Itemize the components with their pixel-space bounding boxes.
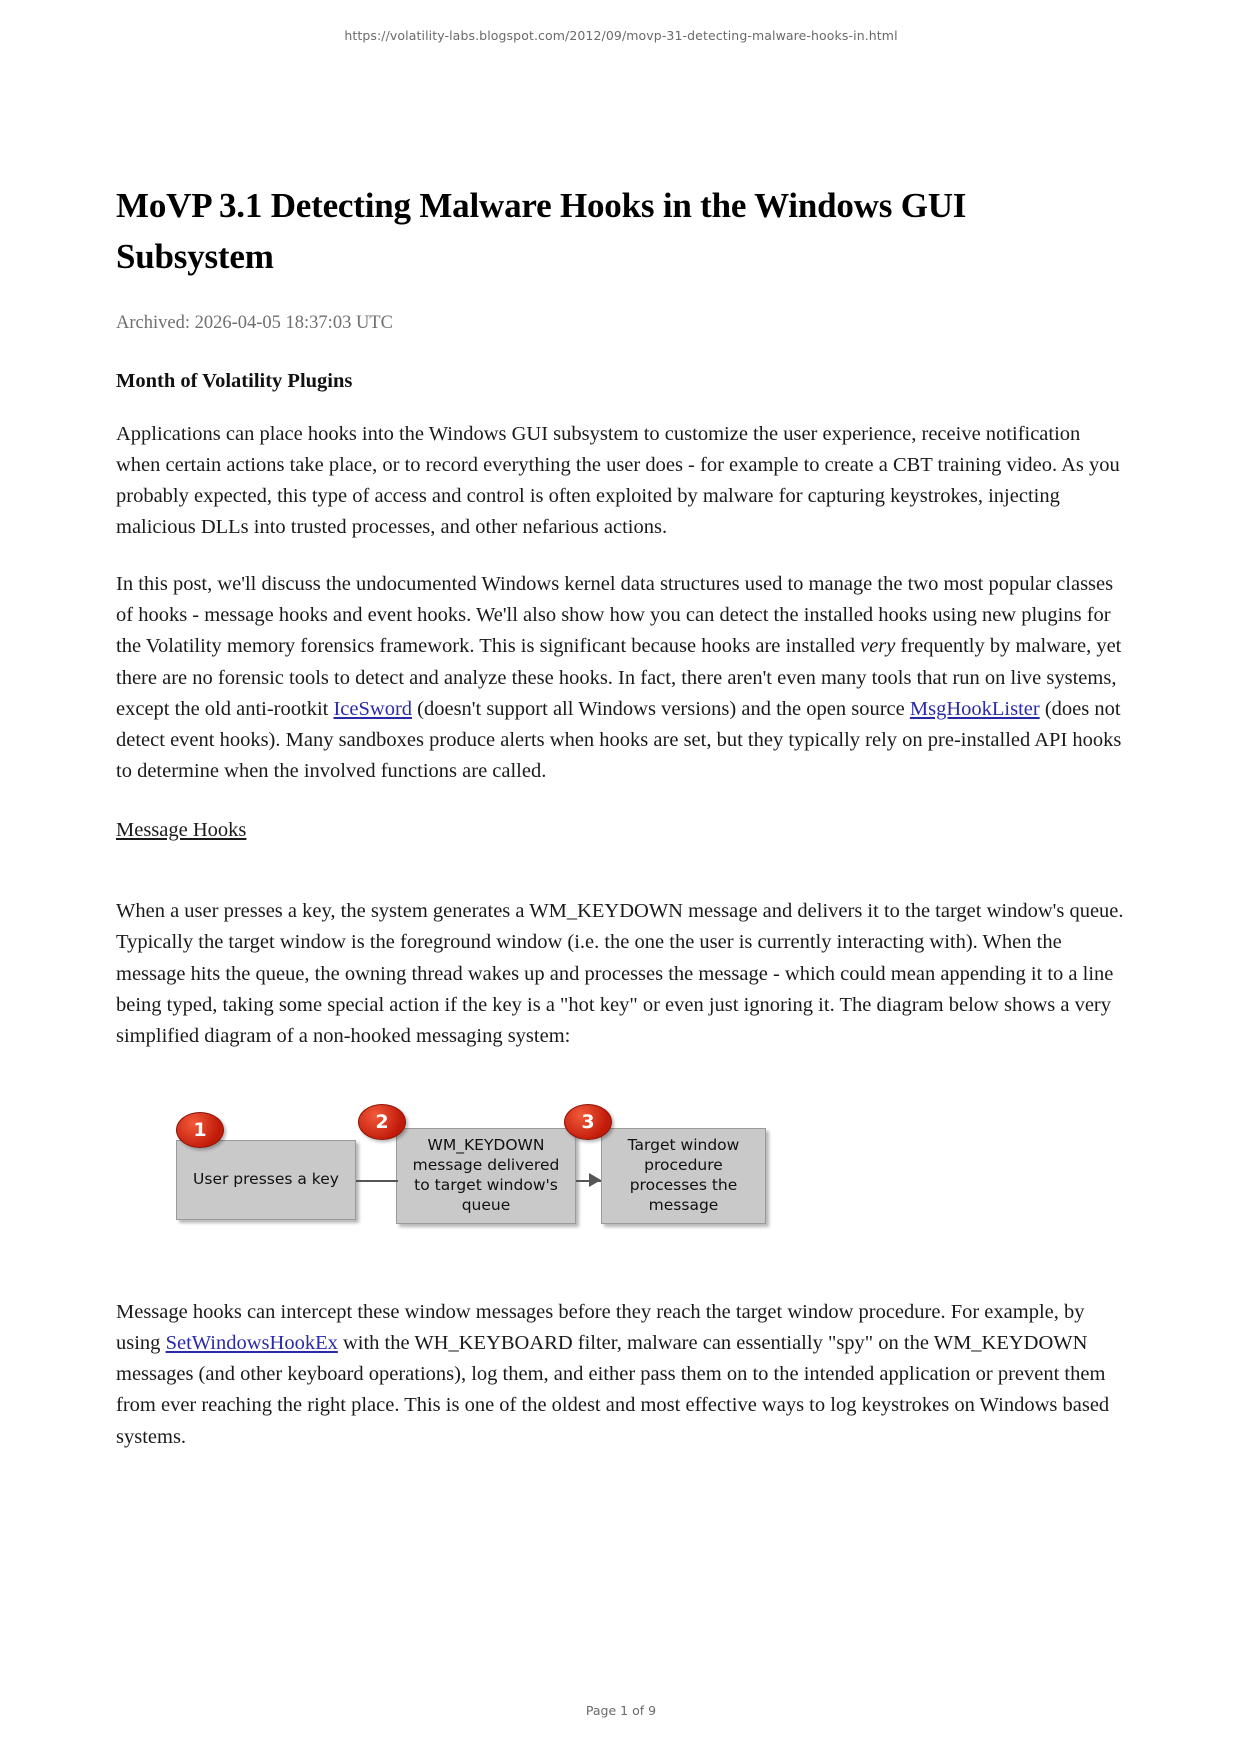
figure-box-message-delivered: WM_KEYDOWN message delivered to target window's queue — [396, 1128, 576, 1224]
paragraph-text-part: (does not detect event hooks). Many sandboxes produce alerts when hooks are set, but they typically rely on pre-installed API hooks to determine when the involved functions are called. — [116, 697, 1122, 783]
paragraph-message-hooks-detail — [116, 1297, 1126, 1453]
figure-box-window-procedure: Target window procedure processes the message — [601, 1128, 766, 1224]
page-footer: Page 1 of 9 — [585, 1703, 657, 1718]
paragraph-text-part: (doesn't support all Windows versions) and the open source — [412, 697, 910, 720]
page-title: MoVP 3.1 Detecting Malware Hooks in the Windows GUI Subsystem — [116, 186, 967, 276]
paragraph-text-part: frequently by malware, yet there are no forensic tools to detect and analyze these hooks. In fact, there aren't even many tools that run on live systems, except the old anti-rootkit — [116, 635, 1122, 720]
paragraph-text-part: Message hooks can intercept these window messages before they reach the target window procedure. For example, by using — [116, 1301, 1085, 1355]
figure-connector-1 — [356, 1180, 398, 1182]
figure-step-badge-2: 2 — [358, 1104, 406, 1140]
paragraph-text-part: with the WH_KEYBOARD filter, malware can essentially "spy" on the WM_KEYDOWN messages (and other keyboard operations), log them, and either pass them on to the intended application or prevent them from ever reaching the right place. This is one of the oldest and most effective ways to log keystrokes on Windows based systems. — [116, 1332, 1110, 1448]
emphasis-very: very — [860, 635, 896, 658]
document-content — [116, 43, 1126, 1453]
paragraph-post-overview — [116, 569, 1126, 787]
source-url: https://volatility-labs.blogspot.com/2012/09/movp-31-detecting-malware-hooks-in.html — [344, 28, 898, 43]
archived-timestamp: Archived: 2026-04-05 18:37:03 UTC — [116, 312, 393, 333]
figure-message-flow-diagram — [146, 1102, 766, 1247]
section-heading: Month of Volatility Plugins — [116, 369, 353, 392]
paragraph-keydown-flow: When a user presses a key, the system generates a WM_KEYDOWN message and delivers it to the target window's queue. Typically the target window is the foreground window (i.e. the one the user is currently interacting with). When the message hits the queue, the owning thread wakes up and processes the message - which could mean appending it to a line being typed, taking some special action if the key is a "hot key" or even just ignoring it. The diagram below shows a very simplified diagram of a non-hooked messaging system: — [116, 900, 1124, 1047]
link-icesword[interactable]: IceSword — [333, 697, 413, 720]
figure-arrow-icon — [589, 1173, 601, 1187]
paragraph-intro: Applications can place hooks into the Windows GUI subsystem to customize the user experience, receive notification when certain actions take place, or to record everything the user does - for example to create a CBT training video. As you probably expected, this type of access and control is often exploited by malware for capturing keystrokes, injecting malicious DLLs into trusted processes, and other nefarious actions. — [116, 422, 1120, 538]
figure-step-badge-3: 3 — [564, 1104, 612, 1140]
subheading-message-hooks: Message Hooks — [116, 819, 247, 842]
paragraph-text-part: In this post, we'll discuss the undocumented Windows kernel data structures used to manage the two most popular classes of hooks - message hooks and event hooks. We'll also show how you can detect the installed hooks using new plugins for the Volatility memory forensics framework. This is significant because hooks are installed — [116, 573, 1114, 658]
figure-step-badge-1: 1 — [176, 1112, 224, 1148]
link-setwindowshookex[interactable]: SetWindowsHookEx — [165, 1332, 338, 1355]
link-msghooklister[interactable]: MsgHookLister — [909, 697, 1040, 720]
figure-box-user-presses-key: User presses a key — [176, 1140, 356, 1220]
